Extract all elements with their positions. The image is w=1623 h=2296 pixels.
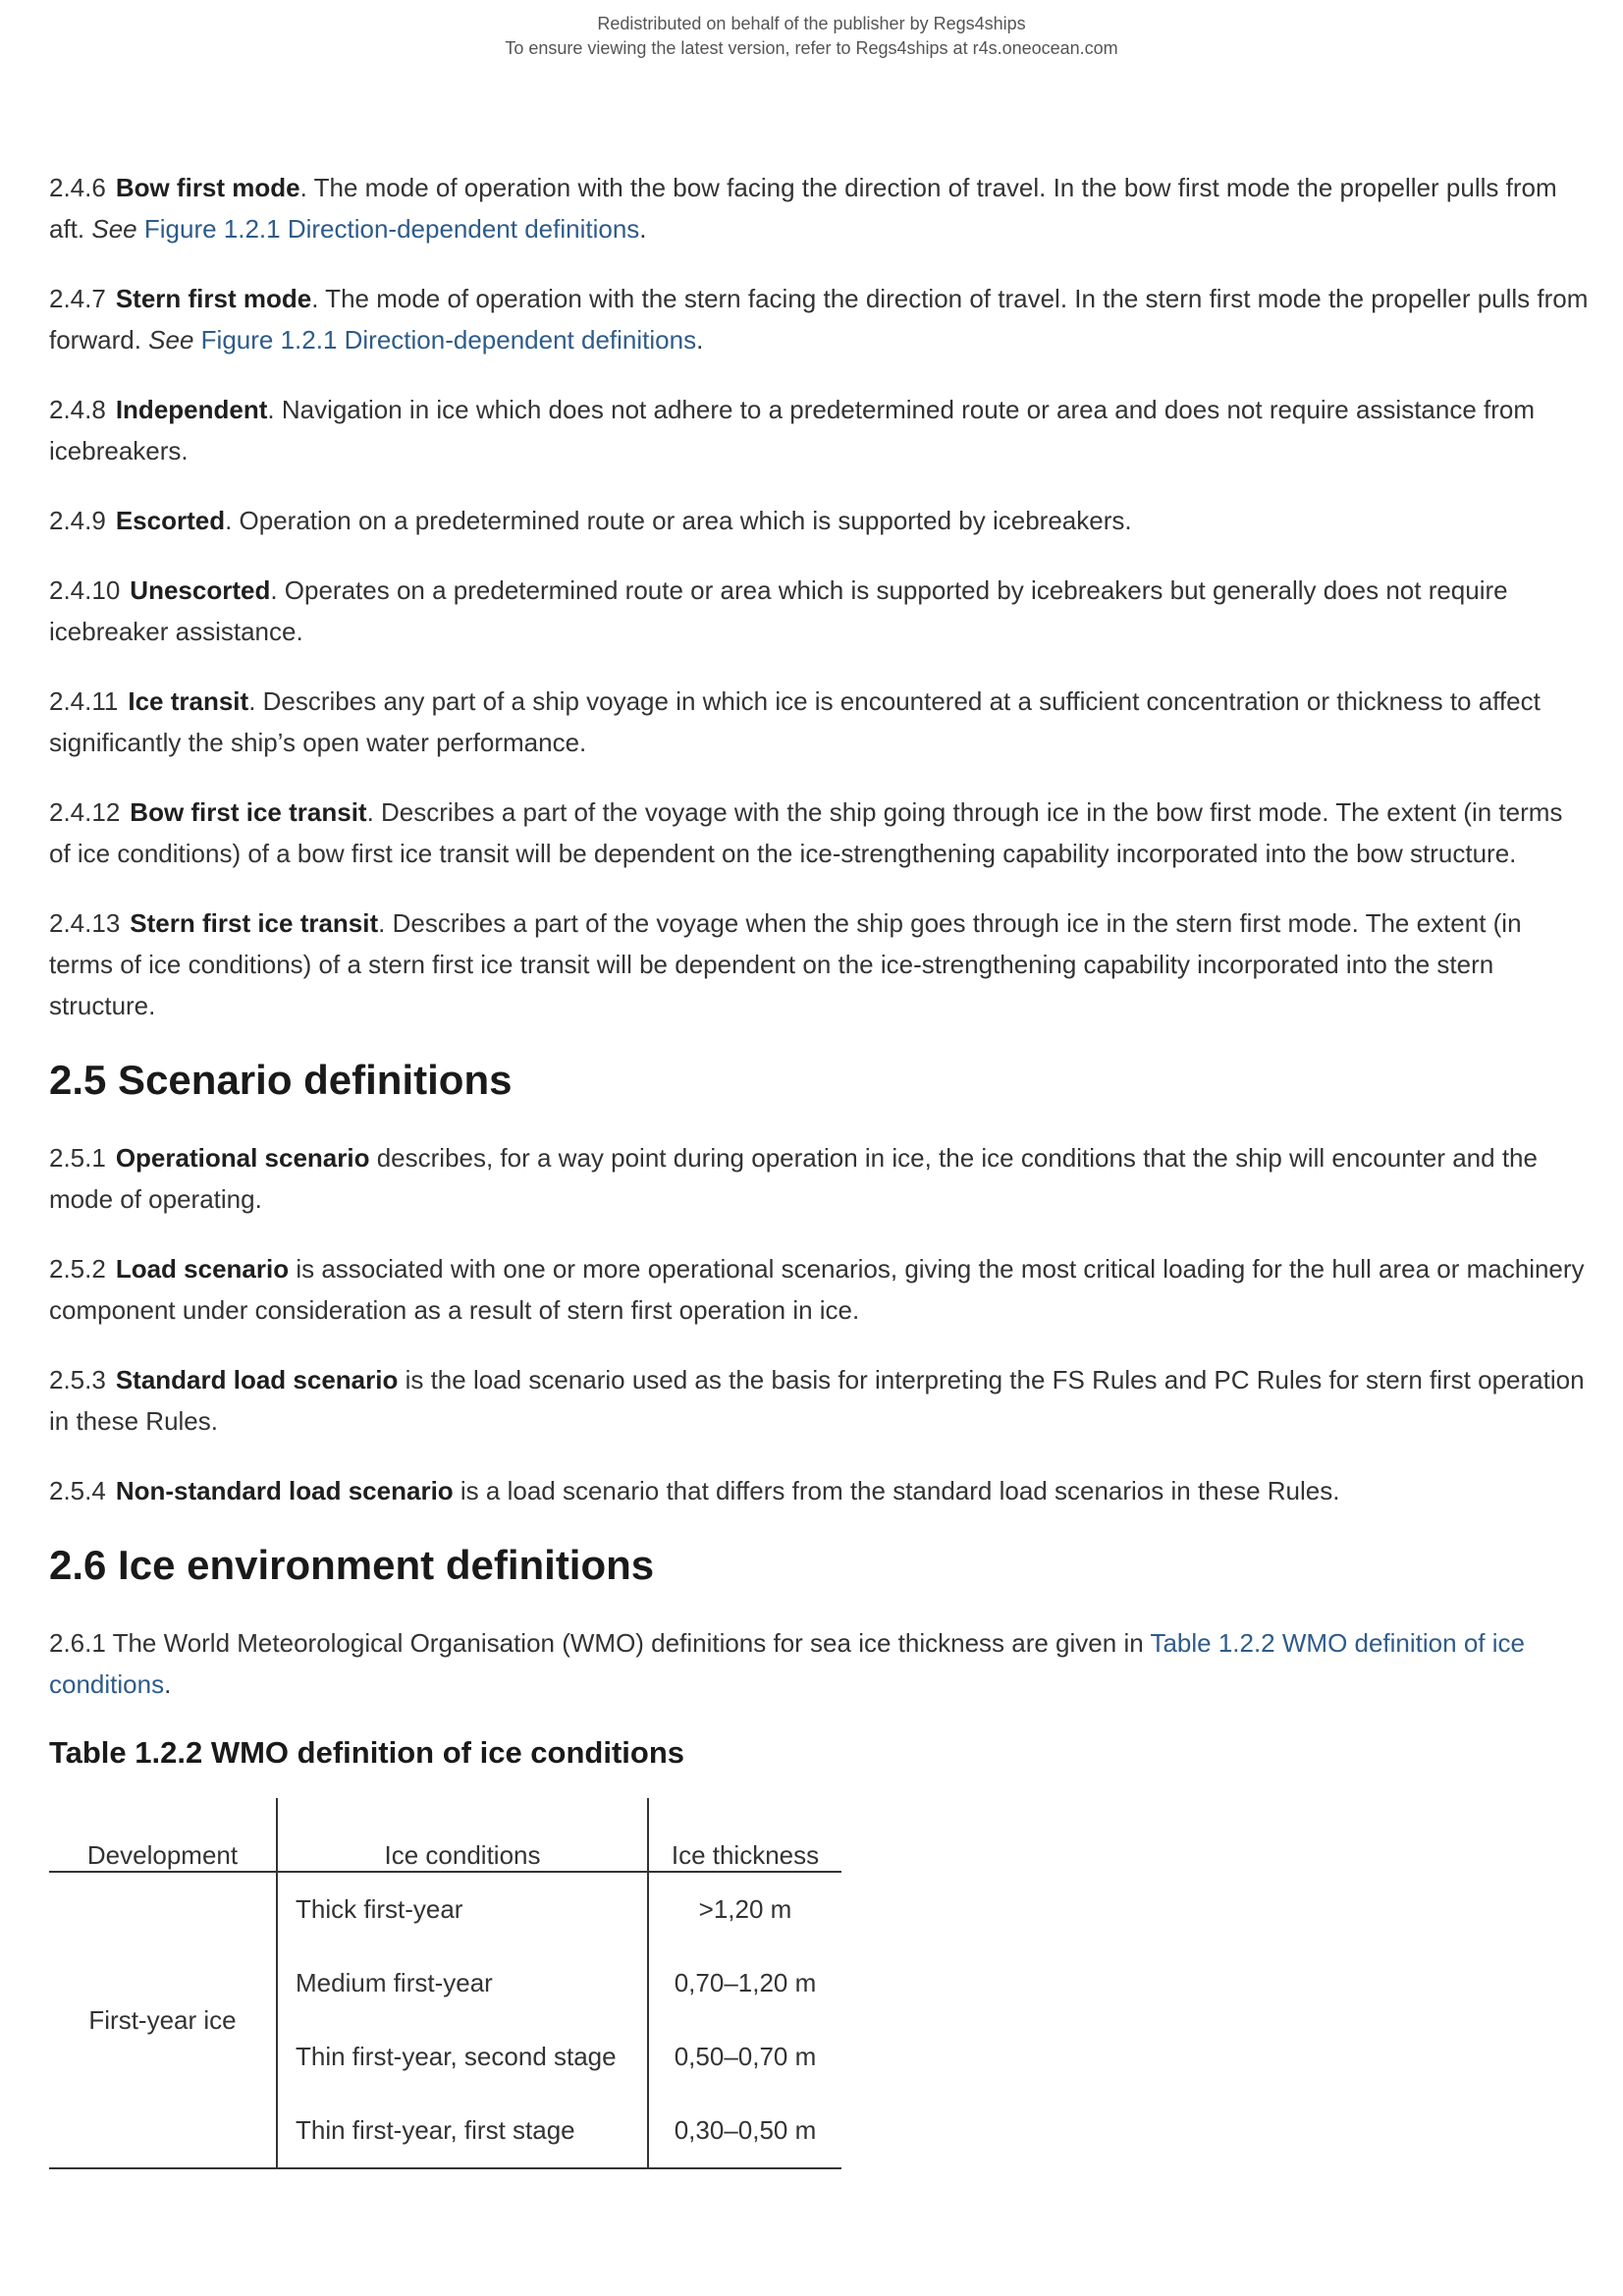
term: Standard load scenario	[115, 1365, 399, 1394]
figure-link[interactable]: Figure 1.2.1 Direction-dependent definitions	[143, 214, 640, 244]
section-heading-2-6: 2.6 Ice environment definitions	[49, 1542, 655, 1588]
definition-2-4-11: 2.4.11 Ice transit. Describes any part of a ship voyage in which ice is encountered at a sufficient concentration or thickness to affect significantly the ship’s open water performance.	[49, 686, 1541, 757]
term: Independent	[115, 395, 268, 424]
table-header-row	[49, 1798, 841, 1872]
definition-2-4-6: 2.4.6 Bow first mode. The mode of operation with the bow facing the direction of travel. In the bow first mode the propeller pulls from aft. See Figure 1.2.1 Direction-dependent definitions.	[49, 173, 1557, 244]
definition-2-5-1: 2.5.1 Operational scenario describes, for a way point during operation in ice, the ice conditions that the ship will encounter and the mode of operating.	[49, 1143, 1538, 1214]
term: Escorted	[115, 506, 226, 535]
term: Stern first ice transit	[130, 908, 379, 938]
header-development: Development	[49, 1798, 277, 1872]
header-ice-conditions: Ice conditions	[277, 1798, 648, 1872]
wmo-ice-conditions-table	[49, 1798, 841, 2169]
table-title: Table 1.2.2 WMO definition of ice conditions	[49, 1735, 685, 1770]
figure-link[interactable]: Figure 1.2.1 Direction-dependent definitions	[200, 325, 697, 355]
definition-2-4-10: 2.4.10 Unescorted. Operates on a predetermined route or area which is supported by icebreakers but generally does not require icebreaker assistance.	[49, 575, 1508, 646]
table-row	[49, 1872, 841, 1946]
header-ice-thickness: Ice thickness	[648, 1798, 841, 1872]
development-cell: First-year ice	[49, 1872, 277, 2168]
paragraph-2-6-1: 2.6.1 The World Meteorological Organisation (WMO) definitions for sea ice thickness are given in Table 1.2.2 WMO definition of ice conditions.	[49, 1628, 1525, 1699]
redistribution-header	[0, 12, 1623, 61]
term: Ice transit	[128, 686, 249, 716]
ice-thickness-cell: 0,70–1,20 m	[648, 1946, 841, 2020]
term: Non-standard load scenario	[115, 1476, 454, 1505]
term: Load scenario	[115, 1254, 290, 1284]
header-line-1: Redistributed on behalf of the publisher by Regs4ships	[597, 14, 1026, 33]
ice-condition-cell: Thin first-year, second stage	[277, 2020, 648, 2094]
ice-condition-cell: Thin first-year, first stage	[277, 2094, 648, 2168]
ice-thickness-cell: 0,50–0,70 m	[648, 2020, 841, 2094]
ice-thickness-cell: 0,30–0,50 m	[648, 2094, 841, 2168]
table-link[interactable]: Table 1.2.2 WMO definition of ice conditions	[49, 1628, 1525, 1699]
definition-2-4-13: 2.4.13 Stern first ice transit. Describes a part of the voyage when the ship goes through ice in the stern first mode. The extent (in terms of ice conditions) of a stern first ice transit will be dependent on the ice-strengthening capability incorporated into the stern structure.	[49, 908, 1522, 1020]
definition-2-5-4: 2.5.4 Non-standard load scenario is a load scenario that differs from the standard load scenarios in these Rules.	[49, 1476, 1340, 1505]
term: Bow first mode	[115, 173, 300, 202]
document-body	[49, 167, 1591, 2169]
ice-thickness-cell: >1,20 m	[648, 1872, 841, 1946]
term: Bow first ice transit	[130, 797, 367, 827]
section-heading-2-5: 2.5 Scenario definitions	[49, 1057, 513, 1103]
ice-condition-cell: Thick first-year	[277, 1872, 648, 1946]
term: Stern first mode	[115, 284, 312, 313]
definition-2-4-7: 2.4.7 Stern first mode. The mode of operation with the stern facing the direction of travel. In the stern first mode the propeller pulls from forward. See Figure 1.2.1 Direction-dependent definitions.	[49, 284, 1589, 355]
definition-2-4-12: 2.4.12 Bow first ice transit. Describes a part of the voyage with the ship going through ice in the bow first mode. The extent (in terms of ice conditions) of a bow first ice transit will be dependent on the ice-strengthening capability incorporated into the bow structure.	[49, 797, 1563, 868]
definition-2-4-8: 2.4.8 Independent. Navigation in ice which does not adhere to a predetermined route or area and does not require assistance from icebreakers.	[49, 395, 1536, 465]
definition-2-5-2: 2.5.2 Load scenario is associated with one or more operational scenarios, giving the most critical loading for the hull area or machinery component under consideration as a result of stern first operation in ice.	[49, 1254, 1585, 1325]
definition-2-5-3: 2.5.3 Standard load scenario is the load scenario used as the basis for interpreting the FS Rules and PC Rules for stern first operation in these Rules.	[49, 1365, 1585, 1436]
definition-2-4-9: 2.4.9 Escorted. Operation on a predetermined route or area which is supported by icebreakers.	[49, 506, 1132, 535]
term: Operational scenario	[115, 1143, 370, 1173]
ice-condition-cell: Medium first-year	[277, 1946, 648, 2020]
header-line-2: To ensure viewing the latest version, refer to Regs4ships at r4s.oneocean.com	[505, 38, 1118, 58]
term: Unescorted	[130, 575, 271, 605]
